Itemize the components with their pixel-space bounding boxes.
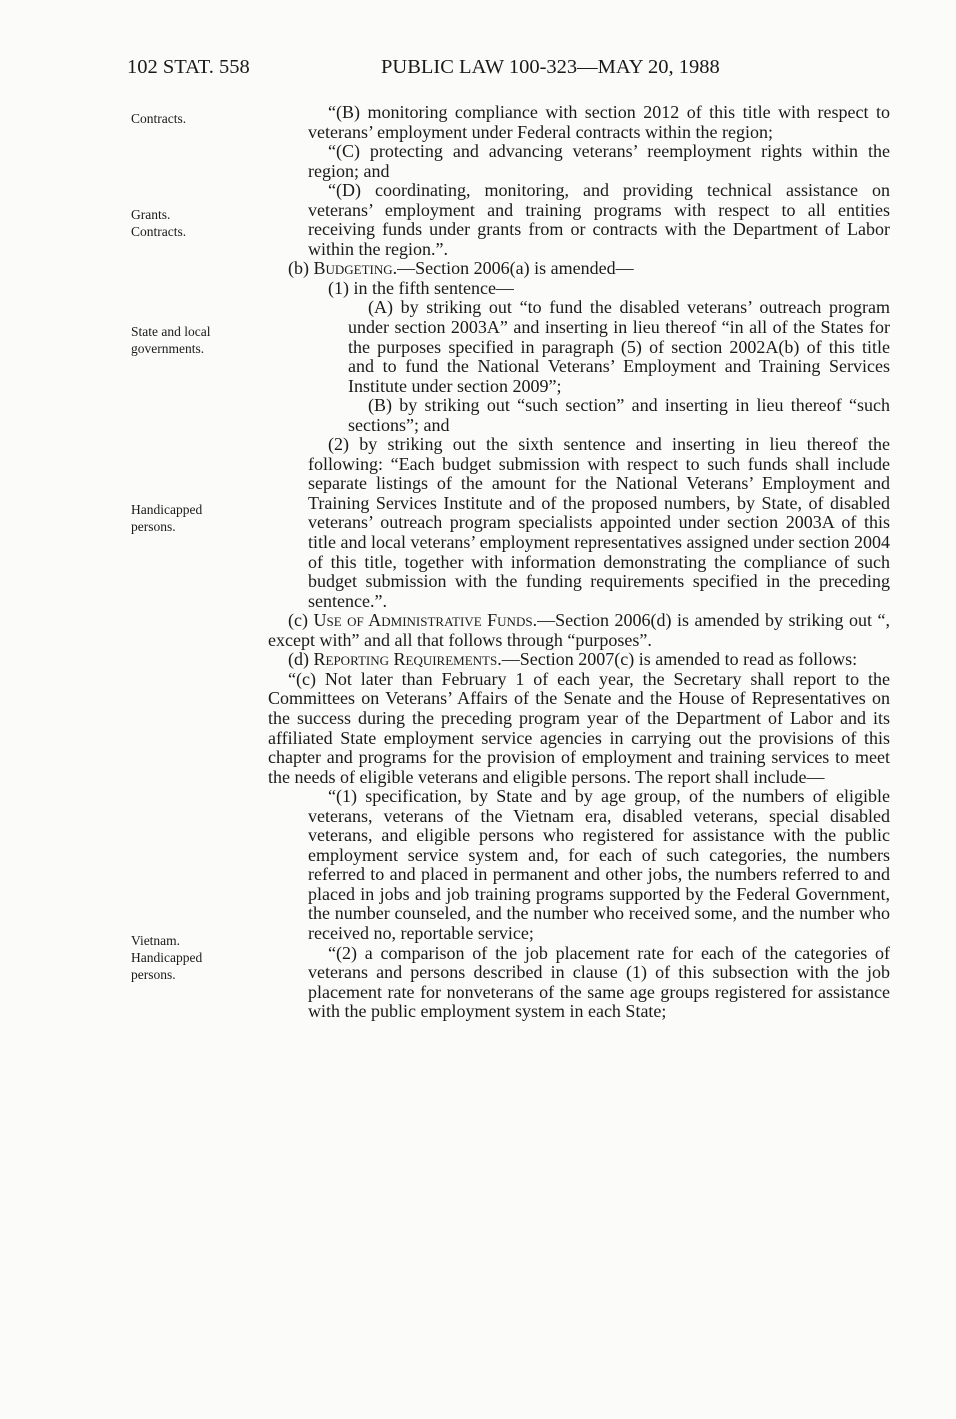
margin-note-line: persons.	[131, 519, 176, 534]
margin-note-state-local	[131, 323, 210, 357]
margin-note-line: Vietnam.	[131, 933, 181, 948]
margin-note-vietnam	[131, 932, 202, 983]
margin-note-grants-contracts	[131, 206, 186, 240]
margin-note-line: State and local	[131, 324, 211, 339]
subsection-text: .—Section 2006(d) is amended by striking out “, except with” and all that follows through “purposes”.	[268, 610, 890, 650]
page-header	[0, 56, 956, 86]
paragraph-1: (1) in the fifth sentence—	[328, 277, 514, 298]
subsection-label: (d)	[288, 649, 314, 670]
margin-note-line: Handicapped	[131, 502, 203, 517]
amended-subsection-c: “(c) Not later than February 1 of each year, the Secretary shall report to the Committees on Veterans’ Affairs of the Senate and the House of Representatives on the success during the preceding program year of the Department of Labor and its affiliated State employment service agencies in carrying out the provisions of this chapter and programs for the provision of employment and training services to meet the needs of eligible veterans and eligible persons. The report shall include—	[268, 668, 890, 787]
margin-note-line: Contracts.	[131, 224, 187, 239]
subsection-b-budgeting	[268, 259, 890, 279]
report-item-1: “(1) specification, by State and by age group, of the numbers of eligible veterans, veterans of the Vietnam era, disabled veterans, special disabled veterans, and eligible persons who registered for assistance with the public employment service system and, for each of such categories, the numbers referred to and placed in permanent and other jobs, the numbers referred to and placed in jobs and job training programs supported by the Federal Government, the number counseled, and the number who received some, and the number who received no, reportable service;	[308, 786, 890, 943]
margin-note-line: Handicapped	[131, 950, 203, 965]
stat-page-number: 102 STAT. 558	[127, 56, 250, 78]
margin-note-line: Grants.	[131, 207, 171, 222]
subsection-label: (c)	[288, 610, 314, 631]
statute-body	[268, 103, 890, 1022]
subsection-d-reporting	[268, 650, 890, 670]
law-title: PUBLIC LAW 100-323—MAY 20, 1988	[381, 56, 720, 78]
clause-b: “(B) monitoring compliance with section 2012 of this title with respect to veterans’ employment under Federal contracts within the region;	[308, 102, 890, 142]
subparagraph-b: (B) by striking out “such section” and inserting in lieu thereof “such sections”; and	[348, 395, 890, 435]
subsection-text: .—Section 2007(c) is amended to read as follows:	[497, 649, 858, 670]
paragraph-2: (2) by striking out the sixth sentence and inserting in lieu thereof the following: “Each budget submission with respect to such funds shall include separate listings of the amount for the National Veterans’ Employment and Training Services Institute and of the proposed numbers, by State, of disabled veterans’ outreach program specialists appointed under section 2003A of this title and local veterans’ employment representatives assigned under section 2004 of this title, together with information demonstrating the compliance of such budget submission with the funding requirements specified in the preceding sentence.”.	[308, 434, 890, 611]
margin-note-line: persons.	[131, 967, 176, 982]
subparagraph-a: (A) by striking out “to fund the disabled veterans’ outreach program under section 2003A” and inserting in lieu thereof “in all of the States for the purposes specified in paragraph (5) of section 2002A(b) of this title and to fund the National Veterans’ Employment and Training Services Institute under section 2009”;	[348, 297, 890, 396]
report-item-2: “(2) a comparison of the job placement rate for each of the categories of veterans and persons described in clause (1) of this subsection with the job placement rate for nonveterans of the same age groups registered for assistance with the public employment system in each State;	[308, 942, 890, 1022]
clause-d: “(D) coordinating, monitoring, and providing technical assistance on veterans’ employment and training programs with respect to all entities receiving funds under grants from or contracts with the Department of Labor within the region.”.	[308, 180, 890, 259]
subsection-heading: Budgeting	[313, 258, 393, 279]
margin-note-contracts	[131, 110, 186, 127]
subsection-heading: Use of Administrative Funds	[313, 610, 533, 631]
subsection-c-admin-funds	[268, 611, 890, 650]
subsection-heading: Reporting Requirements	[313, 649, 498, 670]
margin-note-line: Contracts.	[131, 111, 187, 126]
subsection-label: (b)	[288, 258, 314, 279]
margin-note-line: governments.	[131, 341, 205, 356]
margin-note-handicapped	[131, 501, 202, 535]
subsection-text: .—Section 2006(a) is amended—	[392, 258, 634, 279]
clause-c: “(C) protecting and advancing veterans’ reemployment rights within the region; and	[308, 141, 890, 181]
